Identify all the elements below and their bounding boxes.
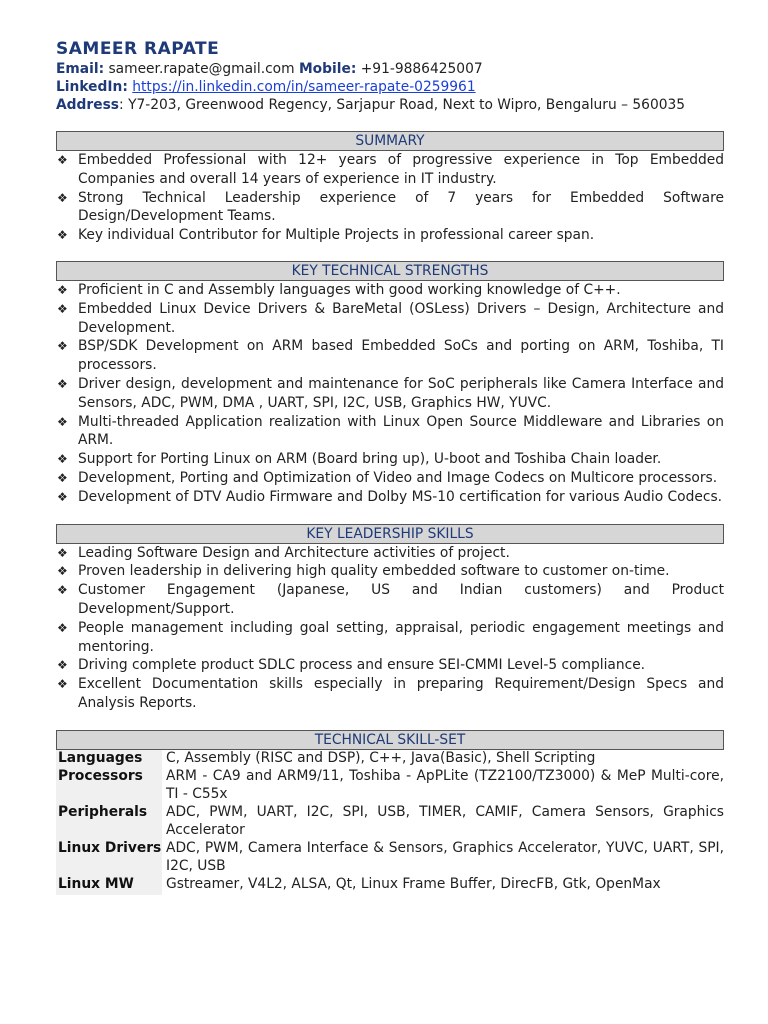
skill-values: ADC, PWM, UART, I2C, SPI, USB, TIMER, CAMIF, Camera Sensors, Graphics Accelerator — [166, 804, 724, 838]
list-item: ❖ Strong Technical Leadership experience of 7 years for Embedded Software Design/Development Teams. — [57, 189, 724, 225]
linkedin-link[interactable]: https://in.linkedin.com/in/sameer-rapate-0259961 — [132, 79, 476, 95]
list-item: ❖ Development of DTV Audio Firmware and Dolby MS-10 certification for various Audio Codecs. — [57, 488, 723, 505]
bullet-diamond-icon: ❖ — [57, 658, 68, 673]
list-item: ❖ Support for Porting Linux on ARM (Board bring up), U-boot and Toshiba Chain loader. — [57, 451, 662, 468]
resume-page — [56, 38, 724, 895]
leadership-heading: KEY LEADERSHIP SKILLS — [56, 524, 724, 544]
summary-heading: SUMMARY — [56, 131, 724, 151]
list-item: ❖ Driving complete product SDLC process and ensure SEI-CMMI Level-5 compliance. — [57, 657, 646, 674]
bullet-diamond-icon: ❖ — [57, 470, 68, 485]
skill-category: Linux MW — [56, 876, 162, 895]
bullet-diamond-icon: ❖ — [57, 301, 68, 316]
contact-line-3 — [56, 96, 724, 114]
skill-values: C, Assembly (RISC and DSP), C++, Java(Basic), Shell Scripting — [166, 749, 596, 766]
skill-values: Gstreamer, V4L2, ALSA, Qt, Linux Frame Buffer, DirecFB, Gtk, OpenMax — [166, 876, 661, 893]
bullet-diamond-icon: ❖ — [57, 677, 68, 692]
table-row — [56, 768, 724, 804]
skill-values: ADC, PWM, Camera Interface & Sensors, Graphics Accelerator, YUVC, UART, SPI, I2C, USB — [166, 840, 724, 874]
list-item: ❖ Key individual Contributor for Multiple Projects in professional career span. — [57, 227, 595, 244]
list-item: ❖ Multi-threaded Application realization with Linux Open Source Middleware and Libraries on ARM. — [57, 413, 724, 449]
skill-category: Peripherals — [56, 804, 162, 840]
skill-values: ARM - CA9 and ARM9/11, Toshiba - ApPLite (TZ2100/TZ3000) & MeP Multi-core, TI - C55x — [166, 768, 724, 802]
list-item: ❖ Proficient in C and Assembly languages with good working knowledge of C++. — [57, 281, 621, 298]
address-label: Address — [56, 97, 120, 113]
mobile-label: Mobile: — [298, 61, 357, 77]
bullet-diamond-icon: ❖ — [57, 564, 68, 579]
skill-category: Linux Drivers — [56, 840, 162, 876]
bullet-diamond-icon: ❖ — [57, 339, 68, 354]
bullet-diamond-icon: ❖ — [57, 190, 68, 205]
list-item: ❖ People management including goal setting, appraisal, periodic engagement meetings and mentoring. — [57, 619, 724, 655]
summary-list — [56, 151, 724, 245]
skillset-table — [56, 750, 724, 895]
table-row — [56, 804, 724, 840]
strengths-list — [56, 281, 724, 507]
table-row — [56, 750, 724, 769]
list-item: ❖ Development, Porting and Optimization of Video and Image Codecs on Multicore processors. — [57, 469, 718, 486]
email-label: Email: — [56, 61, 105, 77]
bullet-diamond-icon: ❖ — [57, 228, 68, 243]
table-row — [56, 876, 724, 895]
bullet-diamond-icon: ❖ — [57, 545, 68, 560]
list-item: ❖ Embedded Professional with 12+ years of progressive experience in Top Embedded Companies and overall 14 years of experience in IT industry. — [57, 152, 724, 187]
email-value[interactable]: sameer.rapate@gmail.com — [108, 61, 295, 77]
bullet-diamond-icon: ❖ — [57, 282, 68, 297]
table-row — [56, 840, 724, 876]
skillset-heading: TECHNICAL SKILL-SET — [56, 730, 724, 750]
list-item: ❖ Excellent Documentation skills especially in preparing Requirement/Design Specs and Analysis Reports. — [57, 676, 724, 711]
linkedin-label: LinkedIn: — [56, 79, 128, 95]
bullet-diamond-icon: ❖ — [57, 583, 68, 598]
strengths-heading: KEY TECHNICAL STRENGTHS — [56, 261, 724, 281]
bullet-diamond-icon: ❖ — [57, 414, 68, 429]
list-item: ❖ Proven leadership in delivering high quality embedded software to customer on-time. — [57, 563, 670, 580]
bullet-diamond-icon: ❖ — [57, 153, 68, 167]
list-item: ❖ Leading Software Design and Architecture activities of project. — [57, 544, 510, 561]
list-item: ❖ BSP/SDK Development on ARM based Embedded SoCs and porting on ARM, Toshiba, TI processors. — [57, 338, 724, 374]
bullet-diamond-icon: ❖ — [57, 376, 68, 391]
mobile-value: +91-9886425007 — [360, 61, 483, 77]
list-item: ❖ Driver design, development and maintenance for SoC peripherals like Camera Interface and Sensors, ADC, PWM, DMA , UART, SPI, I2C, USB, Graphics HW, YUVC. — [57, 375, 724, 411]
skill-category: Languages — [56, 750, 162, 769]
skill-category: Processors — [56, 768, 162, 804]
candidate-name: SAMEER RAPATE — [56, 39, 220, 59]
list-item: ❖ Customer Engagement (Japanese, US and Indian customers) and Product Development/Support. — [57, 582, 724, 617]
bullet-diamond-icon: ❖ — [57, 489, 68, 504]
bullet-diamond-icon: ❖ — [57, 452, 68, 467]
list-item: ❖ Embedded Linux Device Drivers & BareMetal (OSLess) Drivers – Design, Architecture and Development. — [57, 300, 724, 336]
bullet-diamond-icon: ❖ — [57, 620, 68, 635]
address-value: : Y7-203, Greenwood Regency, Sarjapur Road, Next to Wipro, Bengaluru – 560035 — [119, 97, 686, 113]
leadership-list — [56, 544, 724, 713]
contact-line-1 — [56, 60, 724, 78]
contact-line-2 — [56, 78, 724, 96]
